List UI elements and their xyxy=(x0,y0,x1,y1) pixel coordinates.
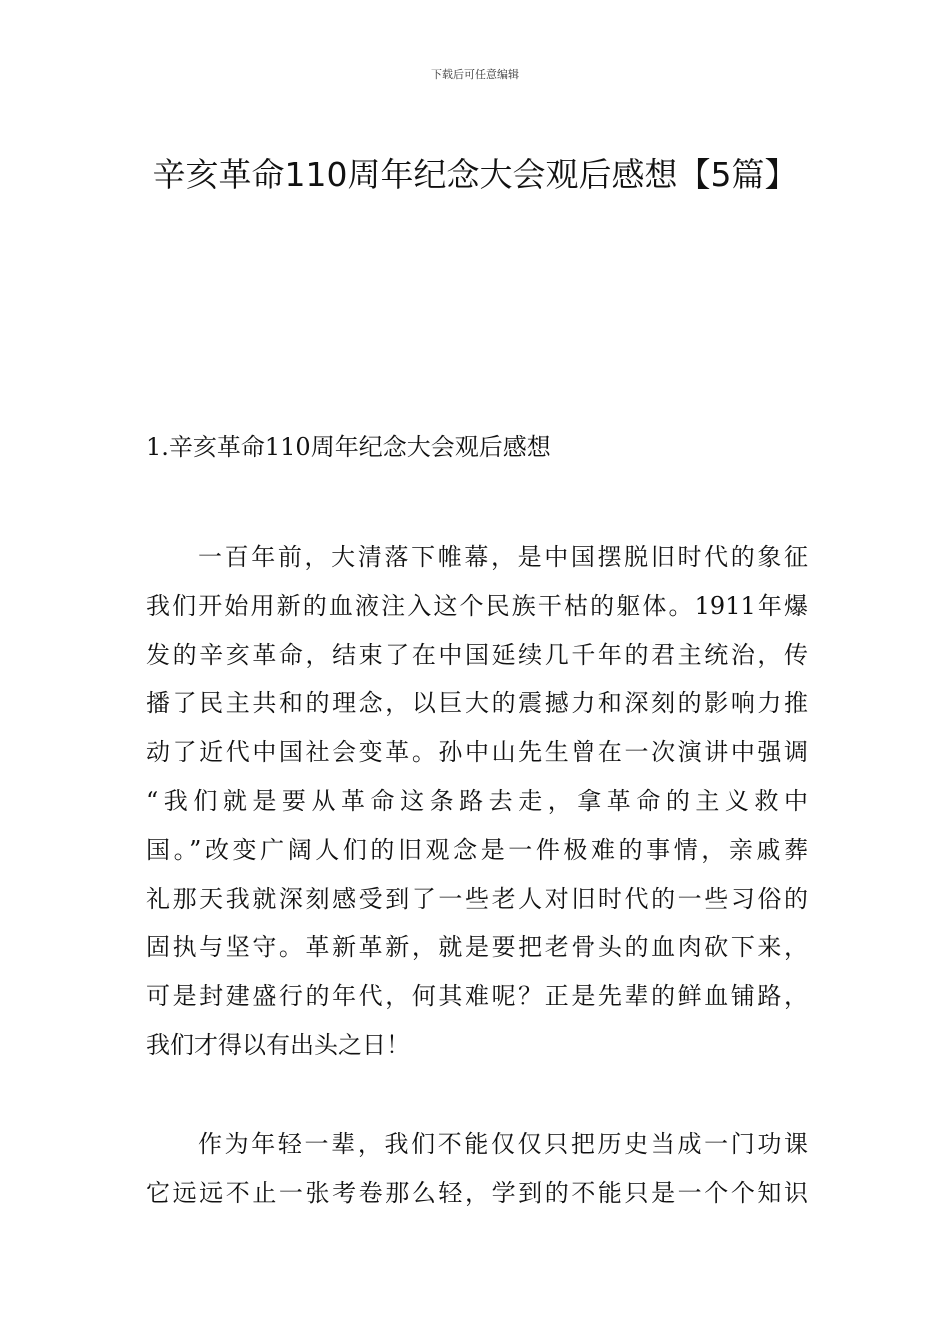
document-body xyxy=(146,427,808,1217)
paragraph-line: 我们开始用新的血液注入这个民族干枯的躯体。1911年爆 xyxy=(146,591,808,620)
paragraph-line: 动了近代中国社会变革。孙中山先生曾在一次演讲中强调 xyxy=(146,738,808,767)
paragraph-line: 它远远不止一张考卷那么轻，学到的不能只是一个个知识 xyxy=(146,1178,808,1207)
section-heading: 1.辛亥革命110周年纪念大会观后感想 xyxy=(146,433,551,461)
paragraph-line: 我们才得以有出头之日！ xyxy=(146,1030,410,1059)
paragraph-line: 国。”改变广阔人们的旧观念是一件极难的事情，亲戚葬 xyxy=(146,835,808,864)
paragraph-line: “我们就是要从革命这条路去走，拿革命的主义救中 xyxy=(146,786,808,815)
paragraph-line: 一百年前，大清落下帷幕，是中国摆脱旧时代的象征 xyxy=(198,543,808,571)
paragraph-line: 作为年轻一辈，我们不能仅仅只把历史当成一门功课 xyxy=(198,1129,808,1158)
spacer xyxy=(146,467,808,533)
paragraph-line: 可是封建盛行的年代，何其难呢？正是先辈的鲜血铺路， xyxy=(146,982,808,1011)
header-note: 下载后可任意编辑 xyxy=(431,68,519,81)
document-title: 辛亥革命110周年纪念大会观后感想【5篇】 xyxy=(152,155,798,195)
paragraph-line: 固执与坚守。革新革新，就是要把老骨头的血肉砍下来， xyxy=(146,933,808,962)
paragraph-line: 播了民主共和的理念，以巨大的震撼力和深刻的影响力推 xyxy=(146,689,808,718)
paragraph-line: 发的辛亥革命，结束了在中国延续几千年的君主统治，传 xyxy=(146,640,808,669)
spacer xyxy=(146,1070,808,1120)
paragraph-2 xyxy=(146,1120,808,1218)
paragraph-1 xyxy=(146,533,808,1070)
paragraph-line: 礼那天我就深刻感受到了一些老人对旧时代的一些习俗的 xyxy=(146,884,808,913)
